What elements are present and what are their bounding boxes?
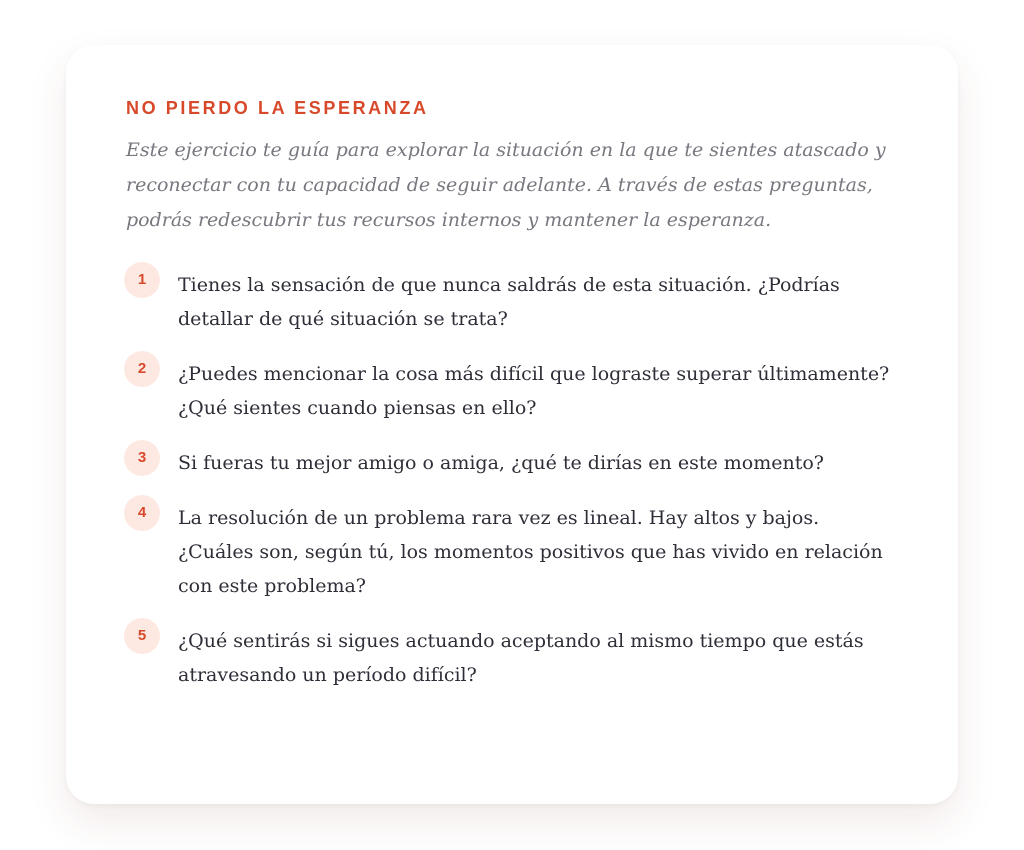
question-text: ¿Qué sentirás si sigues actuando aceptando al mismo tiempo que estás atravesando un período difícil?: [178, 630, 864, 686]
question-item: [126, 501, 898, 603]
question-number-badge: 4: [124, 495, 160, 531]
question-text: ¿Puedes mencionar la cosa más difícil que lograste superar últimamente? ¿Qué sientes cuando piensas en ello?: [178, 363, 890, 419]
card-intro: Este ejercicio te guía para explorar la situación en la que te sientes atascado y reconectar con tu capacidad de seguir adelante. A través de estas preguntas, podrás redescubrir tus recursos internos y mantener la esperanza.: [126, 139, 886, 231]
question-number-badge: 2: [124, 351, 160, 387]
question-item: [126, 446, 898, 480]
question-text: Tienes la sensación de que nunca saldrás de esta situación. ¿Podrías detallar de qué situación se trata?: [178, 274, 840, 330]
question-text: La resolución de un problema rara vez es lineal. Hay altos y bajos. ¿Cuáles son, según tú, los momentos positivos que has vivido en relación con este problema?: [178, 507, 883, 597]
question-number-badge: 1: [124, 262, 160, 298]
question-item: [126, 624, 898, 692]
question-list: [126, 268, 898, 692]
question-text: Si fueras tu mejor amigo o amiga, ¿qué te dirías en este momento?: [178, 452, 824, 474]
question-number-badge: 3: [124, 440, 160, 476]
card-title: NO PIERDO LA ESPERANZA: [126, 98, 429, 118]
question-item: [126, 357, 898, 425]
question-number-badge: 5: [124, 618, 160, 654]
exercise-card: [66, 45, 958, 804]
question-item: [126, 268, 898, 336]
